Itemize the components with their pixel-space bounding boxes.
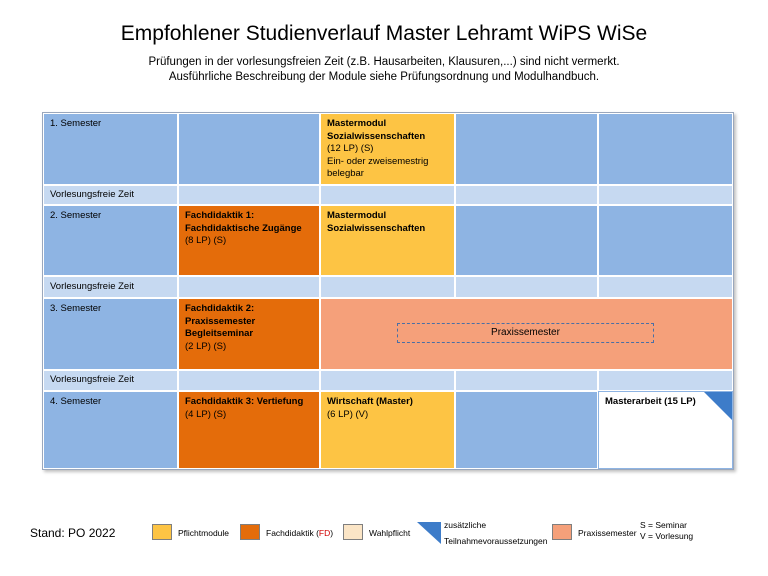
row-label-text: 3. Semester: [50, 303, 102, 314]
row-label-free-1: [43, 185, 178, 205]
legend-label-wahlpflicht: Wahlpflicht: [369, 528, 411, 538]
legend-zusatz-line: Teilnahmevoraussetzungen: [444, 536, 548, 546]
empty-cell: [598, 205, 733, 276]
module-fachdidaktik-3: [178, 391, 320, 469]
row-label-text: Vorlesungsfreie Zeit: [50, 374, 134, 385]
module-title: Fachdidaktik 1:: [185, 210, 255, 221]
row-label-free-3: [43, 370, 178, 391]
page-title: Empfohlener Studienverlauf Master Lehramt WiPS WiSe: [120, 22, 648, 45]
row-label-free-2: [43, 276, 178, 298]
empty-cell: [178, 276, 320, 298]
legend-label-fachdidaktik: [266, 528, 333, 539]
empty-cell: [178, 113, 320, 185]
module-title: Mastermodul: [327, 118, 387, 129]
row-label-text: Vorlesungsfreie Zeit: [50, 189, 134, 200]
legend-zusatz-line: zusätzliche: [444, 520, 487, 530]
praxissemester-label: Praxissemester: [397, 323, 654, 343]
empty-cell: [598, 276, 733, 298]
empty-cell: [178, 185, 320, 205]
row-label-text: 2. Semester: [50, 210, 102, 221]
module-credits: (8 LP) (S): [185, 235, 227, 246]
module-fachdidaktik-1: [178, 205, 320, 276]
empty-cell: [455, 391, 598, 469]
legend-fd-abbr: FD: [318, 528, 331, 538]
legend-vorlesung: V = Vorlesung: [640, 531, 694, 541]
empty-cell: [455, 113, 598, 185]
module-masterarbeit: [598, 391, 733, 469]
row-label-text: 4. Semester: [50, 396, 102, 407]
legend: [0, 518, 768, 558]
legend-label-praxissemester: Praxissemester: [578, 528, 637, 538]
legend-fd-prefix: Fachdidaktik (: [266, 528, 319, 538]
legend-swatch-wahlpflicht: [343, 524, 363, 540]
empty-cell: [320, 370, 455, 391]
row-label-semester-1: [43, 113, 178, 185]
legend-swatch-pflicht: [152, 524, 172, 540]
empty-cell: [598, 185, 733, 205]
empty-cell: [178, 370, 320, 391]
legend-swatch-praxissemester: [552, 524, 572, 540]
empty-cell: [598, 370, 733, 391]
legend-label-pflicht: Pflichtmodule: [178, 528, 230, 538]
module-note: Ein- oder zweisemestrig: [327, 155, 429, 167]
subtitle-line-1: Prüfungen in der vorlesungsfreien Zeit (z.B. Hausarbeiten, Klausuren,...) sind nicht vermerkt.: [148, 56, 620, 68]
empty-cell: [455, 276, 598, 298]
module-credits: (6 LP) (V): [327, 408, 369, 420]
module-title: Sozialwissenschaften: [327, 130, 426, 142]
module-title: Praxissemester: [185, 315, 256, 327]
module-title: Fachdidaktik 3: Vertiefung: [185, 396, 304, 407]
module-sozialwissenschaften-1: [320, 113, 455, 185]
empty-cell: [320, 185, 455, 205]
empty-cell: [320, 276, 455, 298]
empty-cell: [455, 185, 598, 205]
row-label-semester-4: [43, 391, 178, 469]
row-label-text: Vorlesungsfreie Zeit: [50, 281, 134, 292]
module-title: Mastermodul: [327, 210, 387, 221]
module-credits: (12 LP) (S): [327, 143, 374, 154]
module-credits: (4 LP) (S): [185, 408, 227, 420]
prerequisite-triangle-icon: [417, 522, 441, 544]
empty-cell: [455, 205, 598, 276]
legend-seminar: S = Seminar: [640, 520, 688, 530]
module-title: Fachdidaktik 2:: [185, 303, 255, 314]
legend-fd-suffix: ): [330, 528, 334, 538]
module-title: Masterarbeit (15 LP): [605, 396, 696, 407]
module-credits: (2 LP) (S): [185, 340, 227, 352]
legend-swatch-fachdidaktik: [240, 524, 260, 540]
module-praxissemester: [320, 298, 733, 370]
subtitle-line-2: Ausführliche Beschreibung der Module siehe Prüfungsordnung und Modulhandbuch.: [168, 71, 600, 83]
empty-cell: [598, 113, 733, 185]
study-plan-grid: [42, 112, 734, 470]
legend-label-zusatz: [444, 520, 547, 547]
row-label-text: 1. Semester: [50, 118, 102, 129]
module-title: Fachdidaktische Zugänge: [185, 222, 302, 234]
module-title: Wirtschaft (Master): [327, 396, 413, 407]
empty-cell: [455, 370, 598, 391]
row-label-semester-3: [43, 298, 178, 370]
module-sozialwissenschaften-2: [320, 205, 455, 276]
version-label: Stand: PO 2022: [30, 526, 116, 540]
legend-abbreviations: [640, 520, 693, 542]
module-wirtschaft: [320, 391, 455, 469]
module-title: Begleitseminar: [185, 328, 254, 339]
module-fachdidaktik-2: [178, 298, 320, 370]
prerequisite-corner-icon: [704, 392, 732, 420]
module-title: Sozialwissenschaften: [327, 222, 426, 234]
module-note: belegbar: [327, 168, 364, 179]
row-label-semester-2: [43, 205, 178, 276]
